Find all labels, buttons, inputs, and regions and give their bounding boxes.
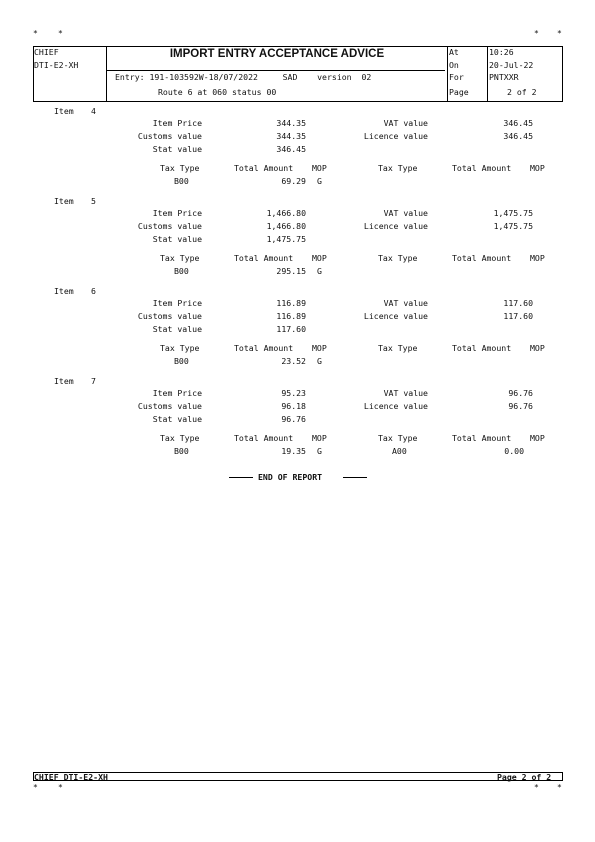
total-amount-header: Total Amount — [234, 433, 294, 443]
page-footer — [33, 772, 563, 781]
customs-value: 1,466.80 — [266, 221, 306, 231]
vat-value-label: VAT value — [383, 118, 428, 128]
item-label: Item — [54, 196, 74, 206]
report-title: IMPORT ENTRY ACCEPTANCE ADVICE — [169, 48, 385, 60]
corner-mark: * — [557, 29, 562, 38]
page-label: Page — [449, 87, 469, 97]
item-price-label: Item Price — [152, 388, 202, 398]
total-amount-header: Total Amount — [452, 343, 512, 353]
item-number: 6 — [91, 286, 96, 296]
for-label: For — [449, 72, 464, 82]
footer-system: CHIEF DTI-E2-XH — [34, 772, 108, 782]
tax-type-cell: B00 — [174, 266, 189, 276]
header-divider — [447, 47, 448, 101]
corner-mark: * — [33, 29, 38, 38]
stat-value-label: Stat value — [152, 144, 202, 154]
licence-value: 117.60 — [503, 311, 533, 321]
licence-value: 1,475.75 — [493, 221, 533, 231]
tax-type-cell: A00 — [392, 446, 407, 456]
tax-mop-cell: G — [317, 446, 322, 456]
customs-value: 344.35 — [276, 131, 306, 141]
mop-header: MOP — [530, 253, 545, 263]
customs-value: 96.18 — [281, 401, 306, 411]
header-divider — [106, 47, 107, 101]
tax-mop-cell: G — [317, 176, 322, 186]
tax-type-header: Tax Type — [378, 253, 418, 263]
corner-mark: * — [58, 29, 63, 38]
item-price-label: Item Price — [152, 118, 202, 128]
item-label: Item — [54, 106, 74, 116]
item-price-value: 116.89 — [276, 298, 306, 308]
mop-header: MOP — [530, 163, 545, 173]
customs-value-label: Customs value — [137, 311, 202, 321]
customs-value-label: Customs value — [137, 221, 202, 231]
vat-value: 1,475.75 — [493, 208, 533, 218]
customs-value: 116.89 — [276, 311, 306, 321]
stat-value: 96.76 — [281, 414, 306, 424]
stat-value-label: Stat value — [152, 324, 202, 334]
tax-type-cell: B00 — [174, 446, 189, 456]
tax-amount-cell: 23.52 — [281, 356, 306, 366]
item-number: 5 — [91, 196, 96, 206]
vat-value: 96.76 — [508, 388, 533, 398]
tax-type-cell: B00 — [174, 176, 189, 186]
mop-header: MOP — [312, 163, 327, 173]
vat-value-label: VAT value — [383, 388, 428, 398]
end-rule-left — [229, 477, 253, 478]
tax-amount-cell: 295.15 — [276, 266, 306, 276]
for-value: PNTXXR — [489, 72, 519, 82]
header-divider — [487, 47, 488, 101]
total-amount-header: Total Amount — [234, 253, 294, 263]
mop-header: MOP — [530, 433, 545, 443]
system-id: DTI-E2-XH — [34, 60, 79, 70]
corner-mark: * — [534, 783, 539, 792]
mop-header: MOP — [312, 433, 327, 443]
corner-mark: * — [557, 783, 562, 792]
tax-amount-cell: 69.29 — [281, 176, 306, 186]
total-amount-header: Total Amount — [234, 163, 294, 173]
licence-value-label: Licence value — [363, 401, 428, 411]
stat-value: 1,475.75 — [266, 234, 306, 244]
tax-mop-cell: G — [317, 356, 322, 366]
item-price-value: 95.23 — [281, 388, 306, 398]
end-of-report: END OF REPORT — [258, 472, 323, 482]
mop-header: MOP — [312, 253, 327, 263]
entry-line: Entry: 191-103592W-18/07/2022 SAD version 02 — [115, 72, 372, 82]
stat-value: 346.45 — [276, 144, 306, 154]
item-number: 7 — [91, 376, 96, 386]
tax-type-header: Tax Type — [160, 253, 200, 263]
tax-type-cell: B00 — [174, 356, 189, 366]
item-price-label: Item Price — [152, 298, 202, 308]
total-amount-header: Total Amount — [452, 163, 512, 173]
tax-type-header: Tax Type — [160, 343, 200, 353]
customs-value-label: Customs value — [137, 401, 202, 411]
licence-value-label: Licence value — [363, 131, 428, 141]
tax-type-header: Tax Type — [160, 433, 200, 443]
tax-amount-cell: 0.00 — [504, 446, 524, 456]
tax-type-header: Tax Type — [160, 163, 200, 173]
vat-value-label: VAT value — [383, 298, 428, 308]
customs-value-label: Customs value — [137, 131, 202, 141]
total-amount-header: Total Amount — [452, 433, 512, 443]
route-line: Route 6 at 060 status 00 — [158, 87, 277, 97]
total-amount-header: Total Amount — [234, 343, 294, 353]
vat-value: 117.60 — [503, 298, 533, 308]
item-price-label: Item Price — [152, 208, 202, 218]
stat-value-label: Stat value — [152, 414, 202, 424]
header-rule — [106, 70, 445, 71]
licence-value-label: Licence value — [363, 221, 428, 231]
licence-value-label: Licence value — [363, 311, 428, 321]
stat-value-label: Stat value — [152, 234, 202, 244]
vat-value-label: VAT value — [383, 208, 428, 218]
at-label: At — [449, 47, 459, 57]
total-amount-header: Total Amount — [452, 253, 512, 263]
system-name: CHIEF — [34, 47, 59, 57]
item-price-value: 1,466.80 — [266, 208, 306, 218]
corner-mark: * — [58, 783, 63, 792]
corner-mark: * — [33, 783, 38, 792]
tax-type-header: Tax Type — [378, 343, 418, 353]
tax-amount-cell: 19.35 — [281, 446, 306, 456]
tax-type-header: Tax Type — [378, 163, 418, 173]
licence-value: 96.76 — [508, 401, 533, 411]
mop-header: MOP — [530, 343, 545, 353]
item-number: 4 — [91, 106, 96, 116]
licence-value: 346.45 — [503, 131, 533, 141]
item-price-value: 344.35 — [276, 118, 306, 128]
vat-value: 346.45 — [503, 118, 533, 128]
page-value: 2 of 2 — [507, 87, 537, 97]
footer-page: Page 2 of 2 — [497, 772, 552, 782]
on-label: On — [449, 60, 459, 70]
stat-value: 117.60 — [276, 324, 306, 334]
mop-header: MOP — [312, 343, 327, 353]
corner-mark: * — [534, 29, 539, 38]
at-value: 10:26 — [489, 47, 514, 57]
tax-type-header: Tax Type — [378, 433, 418, 443]
tax-mop-cell: G — [317, 266, 322, 276]
item-label: Item — [54, 376, 74, 386]
on-value: 20-Jul-22 — [489, 60, 534, 70]
end-rule-right — [343, 477, 367, 478]
item-label: Item — [54, 286, 74, 296]
